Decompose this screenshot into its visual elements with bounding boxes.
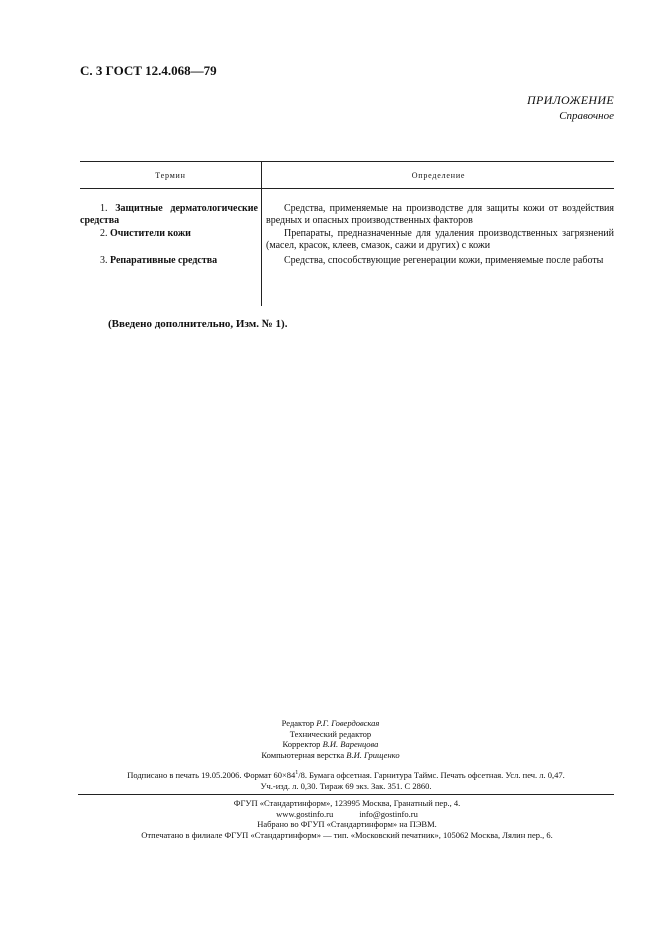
credit-editor — [0, 718, 661, 729]
publisher-contacts — [60, 809, 634, 820]
appendix-heading — [527, 93, 614, 122]
credit-tech-editor: Технический редактор — [289, 728, 372, 739]
format-superscript: 1 — [295, 770, 299, 777]
printed-info: Отпечатано в филиале ФГУП «Стандартинформ» — тип. «Московский печатник», 105062 Москва, Лялин пер., 6. — [141, 829, 553, 840]
term-name: Защитные дерматологические средства — [80, 203, 258, 226]
credit-layout — [0, 750, 661, 761]
amendment-note: (Введено дополнительно, Изм. № 1). — [108, 318, 288, 330]
format-denominator: 8 — [300, 770, 305, 780]
column-header-definition: Определение — [411, 171, 466, 180]
term-number: 3. — [100, 255, 108, 266]
credit-name: В.И. Грищенко — [346, 749, 400, 760]
definition-cell: Средства, применяемые на производстве для защиты кожи от воздействия вредных и опасных производственных факторов — [266, 203, 614, 226]
typeset-info: Набрано во ФГУП «Стандартинформ» на ПЭВМ. — [257, 819, 437, 829]
paper-info: . Бумага офсетная. Гарнитура Таймс. Печать офсетная. Усл. печ. л. 0,47. — [304, 770, 565, 780]
publication-line-2: Уч.-изд. л. 0,30. Тираж 69 экз. Зак. 351. С 2860. — [260, 780, 432, 791]
appendix-subtitle: Справочное — [559, 110, 614, 122]
publication-info — [78, 770, 614, 791]
credit-label: Корректор — [282, 739, 321, 749]
table-column-divider — [261, 161, 262, 306]
format-text: Подписано в печать 19.05.2006. Формат 60×84 — [127, 770, 296, 780]
term-name: Очистители кожи — [110, 228, 191, 239]
terms-table — [80, 161, 614, 306]
credit-label: Компьютерная верстка — [261, 749, 345, 760]
table-header-rule — [80, 188, 614, 189]
definition-cell: Препараты, предназначенные для удаления производственных загрязнений (масел, красок, клеев, смазок, сажи и других) с кожи — [266, 228, 614, 251]
footer-divider — [78, 794, 614, 795]
definition-cell: Средства, способствующие регенерации кожи, применяемые после работы — [284, 255, 604, 266]
term-name: Репаративные средства — [110, 255, 218, 266]
term-cell — [80, 203, 258, 227]
appendix-title: ПРИЛОЖЕНИЕ — [527, 93, 614, 107]
term-number: 2. — [100, 228, 108, 239]
page-header: С. 3 ГОСТ 12.4.068—79 — [80, 63, 217, 78]
credit-name: В.И. Варенцова — [322, 739, 379, 749]
credit-name: Р.Г. Говердовская — [316, 718, 380, 728]
column-header-term: Термин — [155, 171, 186, 180]
publication-line-1 — [78, 770, 614, 781]
editorial-credits — [0, 718, 661, 760]
email-link[interactable]: info@gostinfo.ru — [359, 808, 418, 819]
term-cell — [80, 255, 258, 267]
credit-corrector — [0, 739, 661, 750]
term-cell — [80, 228, 258, 240]
table-top-rule — [80, 161, 614, 162]
publisher-address: ФГУП «Стандартинформ», 123995 Москва, Гранатный пер., 4. — [233, 798, 461, 808]
publisher-footer — [60, 798, 634, 840]
credit-label: Редактор — [281, 718, 315, 728]
format-slash: / — [298, 770, 301, 780]
term-number: 1. — [100, 203, 108, 214]
website-link[interactable]: www.gostinfo.ru — [276, 808, 334, 819]
